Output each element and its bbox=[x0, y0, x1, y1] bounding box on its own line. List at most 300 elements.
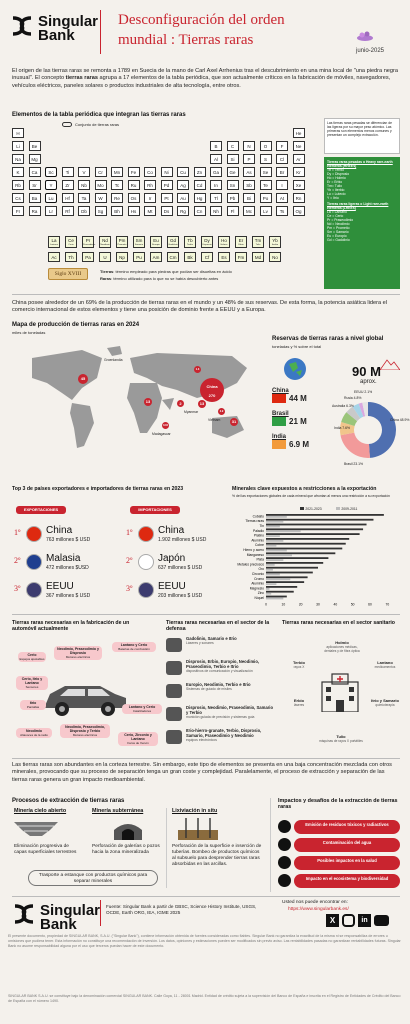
instagram-icon[interactable] bbox=[342, 914, 355, 927]
periodic-table bbox=[12, 128, 322, 278]
category-label: Cromo bbox=[254, 576, 264, 581]
tree-icon bbox=[278, 874, 291, 887]
element-o[interactable]: O bbox=[260, 141, 272, 151]
importers-row bbox=[124, 578, 234, 604]
element-n[interactable]: N bbox=[243, 141, 255, 151]
health-label bbox=[284, 660, 314, 669]
process-vline-2 bbox=[270, 798, 271, 892]
element-mt[interactable]: Mt bbox=[144, 206, 156, 216]
element-cn[interactable]: Cn bbox=[194, 206, 206, 216]
periodic-note: Las tierras raras pesadas se diferencian de las ligeras por su mayor peso atómico. Las primeras son elementos menos comunes y presentan un complejo extracción. bbox=[324, 118, 400, 154]
flag-icon bbox=[26, 582, 42, 598]
element-ni[interactable]: Ni bbox=[161, 167, 173, 177]
bar-past bbox=[266, 588, 269, 590]
reserve-row bbox=[272, 434, 332, 449]
flag-icon bbox=[138, 554, 154, 570]
element-rf[interactable]: Rf bbox=[62, 206, 74, 216]
auto-part-use: Pantallas bbox=[26, 705, 40, 709]
element-os[interactable]: Os bbox=[128, 193, 140, 203]
bubble-russia[interactable]: 1.3 bbox=[195, 368, 200, 371]
reserve-value: 6.9 M bbox=[289, 440, 310, 449]
element-in[interactable]: In bbox=[210, 180, 222, 190]
x-tick-label: 60 bbox=[368, 602, 372, 607]
element-ir[interactable]: Ir bbox=[144, 193, 156, 203]
element-cu[interactable]: Cu bbox=[177, 167, 189, 177]
element-es[interactable]: Es bbox=[218, 252, 230, 262]
bubble-usa[interactable]: 45 bbox=[78, 374, 88, 384]
element-name-pr: Praseodimio bbox=[83, 244, 96, 246]
element-ho[interactable]: Ho Holmio bbox=[218, 236, 230, 248]
element-pb[interactable]: Pb bbox=[227, 193, 239, 203]
impacts-title: Impactos y desafíos de la extracción de tierras raras bbox=[278, 798, 398, 810]
element-w[interactable]: W bbox=[95, 193, 107, 203]
bar-past bbox=[266, 521, 283, 523]
element-lr[interactable]: Lr bbox=[45, 206, 57, 216]
element-cl[interactable]: Cl bbox=[276, 154, 288, 164]
defense-use: munición guiada de precisión y sistemas guía bbox=[186, 715, 255, 719]
element-pu[interactable]: Pu bbox=[133, 252, 145, 262]
health-element: Lantano bbox=[377, 660, 393, 665]
bar-past bbox=[266, 569, 273, 571]
reserve-row bbox=[272, 411, 332, 426]
element-ne[interactable]: Ne bbox=[293, 141, 305, 151]
element-cf[interactable]: Cf bbox=[201, 252, 213, 262]
element-k[interactable]: K bbox=[12, 167, 24, 177]
auto-part-elements: Cerio, Itrio y Lantano bbox=[21, 677, 43, 685]
divider-3 bbox=[12, 758, 400, 759]
health-element: Itrio y Samario bbox=[371, 698, 399, 703]
donut-label: EEUU 2.1% bbox=[354, 390, 373, 394]
country-name: Japón bbox=[158, 553, 186, 564]
x-icon[interactable]: X bbox=[326, 914, 339, 927]
element-sc[interactable]: Sc bbox=[45, 167, 57, 177]
bar-recent bbox=[266, 596, 287, 598]
element-ta[interactable]: Ta bbox=[78, 193, 90, 203]
element-sr[interactable]: Sr bbox=[29, 180, 41, 190]
category-label: Magnesio bbox=[249, 586, 264, 591]
flag-icon bbox=[26, 554, 42, 570]
auto-part-label bbox=[20, 700, 46, 710]
element-li[interactable]: Li bbox=[12, 141, 24, 151]
element-ar[interactable]: Ar bbox=[293, 154, 305, 164]
element-pt[interactable]: Pt bbox=[161, 193, 173, 203]
element-mo[interactable]: Mo bbox=[95, 180, 107, 190]
flower-icon bbox=[356, 30, 374, 42]
element-ra[interactable]: Ra bbox=[29, 206, 41, 216]
element-sm[interactable]: Sm Samario bbox=[134, 238, 144, 246]
processes-title: Procesos de extracción de tierras raras bbox=[12, 798, 125, 804]
legal-text-1: El presente documento, propiedad de SINGULAR BANK, S.A.U. ("Singular Bank"), contiene información obtenida de fuentes consideradas como fiables. Singular Bank no garantiza la exactitud de la misma ni se responsabiliza de errores u omisiones que pudiera tener. Esta información no constituye una recomendación de inversión. Los datos, opiniones y estimaciones pueden ser modificados sin previo aviso. Las rentabilidades pasadas no garantizan rentabilidades futuras. Singular Bank no asume responsabilidad alguna por el uso que terceros puedan hacer de este documento. bbox=[8, 934, 401, 948]
light-item: Pr = Praseodimio bbox=[327, 218, 354, 222]
element-cr[interactable]: Cr bbox=[95, 167, 107, 177]
element-cm[interactable]: Cm bbox=[167, 252, 179, 262]
element-ag[interactable]: Ag bbox=[177, 180, 189, 190]
element-lv[interactable]: Lv bbox=[260, 206, 272, 216]
element-dy[interactable]: Dy Disprosio bbox=[202, 238, 212, 246]
auto-part-use: Catalizadores bbox=[132, 709, 152, 713]
element-f[interactable]: F bbox=[276, 141, 288, 151]
element-no[interactable]: No bbox=[269, 252, 281, 262]
element-ga[interactable]: Ga bbox=[210, 167, 222, 177]
exporters-list bbox=[12, 522, 122, 612]
reserve-line bbox=[272, 394, 332, 403]
reserve-line bbox=[272, 440, 332, 449]
category-label: Zinc bbox=[257, 591, 264, 596]
bubble-nigeria[interactable]: 13 bbox=[145, 399, 151, 404]
light-item: Eu = Europio bbox=[327, 234, 347, 238]
element-pa[interactable]: Pa bbox=[82, 252, 94, 262]
underground-icon bbox=[112, 818, 144, 840]
flag-icon bbox=[138, 526, 154, 542]
element-hf[interactable]: Hf bbox=[62, 193, 74, 203]
element-name-nd: Neodimio bbox=[100, 244, 110, 246]
heavy-item: Tm= Tulio bbox=[327, 184, 342, 188]
element-md[interactable]: Md bbox=[252, 252, 264, 262]
extraction-intro: Las tierras raras son abundantes en la corteza terrestre. Sin embargo, este tipo de elementos se presenta en una baja concentración mezclada con otros minerales, provocando que su proceso de separación tenga un gran coste y complejidad. Paralelamente, el proceso de extracción y separación de las tierras raras genera un gran impacto medioambiental. bbox=[12, 762, 392, 783]
element-rh[interactable]: Rh bbox=[144, 180, 156, 190]
element-eu[interactable]: Eu Europio bbox=[150, 236, 162, 248]
defense-use: Sistemas de guiado de misiles bbox=[186, 687, 232, 691]
element-nd[interactable]: Nd Neodimio bbox=[100, 238, 110, 246]
bar-past bbox=[266, 578, 290, 580]
element-am[interactable]: Am bbox=[150, 252, 162, 262]
rare-earth-list bbox=[324, 157, 400, 289]
category-label: Platino bbox=[253, 533, 264, 538]
x-tick-label: 10 bbox=[281, 602, 286, 607]
element-zn[interactable]: Zn bbox=[194, 167, 206, 177]
reserves-total: 90 M bbox=[352, 364, 381, 379]
open-pit-title: Minería cielo abierto bbox=[14, 808, 67, 814]
bar-recent bbox=[266, 528, 363, 530]
bubble-india[interactable]: 2 bbox=[177, 400, 184, 407]
element-fm[interactable]: Fm bbox=[235, 252, 247, 262]
element-zr[interactable]: Zr bbox=[62, 180, 74, 190]
leach-text: Perforación de la superficie e inserción de tuberías. Bombeo de productos químicos al subsuelo para desprender tierras raras absorbidas en las arcillas. bbox=[172, 844, 262, 867]
element-bi[interactable]: Bi bbox=[243, 193, 255, 203]
element-br[interactable]: Br bbox=[276, 167, 288, 177]
health-element: Erbio bbox=[293, 698, 305, 703]
map-subtitle: miles de toneladas bbox=[12, 330, 46, 335]
bubble-australia[interactable]: 31 bbox=[231, 419, 237, 424]
element-c[interactable]: C bbox=[227, 141, 239, 151]
defense-item bbox=[166, 636, 276, 658]
reserve-country: Brasil bbox=[272, 411, 289, 417]
importers-list bbox=[124, 522, 234, 612]
element-mc[interactable]: Mc bbox=[243, 206, 255, 216]
category-label: Cobre bbox=[255, 543, 264, 548]
bar-past bbox=[266, 554, 292, 556]
element-fe[interactable]: Fe bbox=[128, 167, 140, 177]
imp-label: IMPORTACIONES bbox=[130, 506, 180, 514]
page-title-line2: mundial : Tierras raras bbox=[118, 32, 254, 48]
element-te[interactable]: Te bbox=[260, 180, 272, 190]
element-re[interactable]: Re bbox=[111, 193, 123, 203]
bar-recent bbox=[266, 581, 304, 583]
bubble-china-label: China bbox=[206, 384, 218, 389]
element-p[interactable]: P bbox=[243, 154, 255, 164]
bar-recent bbox=[266, 548, 342, 550]
footer-logo-icon bbox=[12, 902, 36, 926]
transport-note bbox=[28, 870, 158, 886]
auto-part-label bbox=[122, 704, 162, 714]
flag-icon bbox=[272, 417, 286, 426]
label-myanmar: Myanmar bbox=[184, 410, 199, 414]
trade-value: 637 millones $ USD bbox=[158, 565, 203, 571]
element-pr[interactable]: Pr Praseodimio bbox=[83, 238, 96, 246]
element-fr[interactable]: Fr bbox=[12, 206, 24, 216]
defense-item bbox=[166, 659, 276, 681]
element-tb[interactable]: Tb Terbio bbox=[184, 236, 196, 248]
element-fl[interactable]: Fl bbox=[227, 206, 239, 216]
reserve-country: China bbox=[272, 388, 289, 394]
heavy-list bbox=[327, 168, 397, 200]
bubble-myanmar[interactable]: 13 bbox=[199, 401, 205, 406]
open-pit-icon bbox=[14, 818, 58, 842]
top3-title: Top 3 de países exportadores e importadores de tierras raras en 2023 bbox=[12, 486, 184, 492]
element-mn[interactable]: Mn bbox=[111, 167, 123, 177]
element-co[interactable]: Co bbox=[144, 167, 156, 177]
element-al[interactable]: Al bbox=[210, 154, 222, 164]
category-label: Circonio bbox=[251, 572, 264, 576]
underground-text: Perforación de galerías o pozos hacia la zona mineralizada bbox=[92, 844, 160, 855]
element-ts[interactable]: Ts bbox=[276, 206, 288, 216]
bar-past bbox=[266, 550, 287, 552]
heavy-item: Y = Itrio bbox=[327, 196, 339, 200]
category-label: Manganeso bbox=[246, 552, 264, 557]
element-ru[interactable]: Ru bbox=[128, 180, 140, 190]
auto-part-elements: Neodimio, Praseodimio y Disprosio bbox=[57, 647, 99, 655]
element-name-la: Lantano bbox=[50, 244, 58, 246]
category-label: Oro bbox=[258, 567, 264, 572]
health-use: láseres bbox=[293, 703, 305, 707]
heavy-item: Er = Erbio bbox=[327, 180, 343, 184]
trade-value: 203 millones $ USD bbox=[158, 593, 203, 599]
category-label: Cobalto bbox=[252, 514, 264, 519]
element-gd[interactable]: Gd Gadolinio bbox=[168, 238, 178, 246]
defense-icon bbox=[166, 661, 182, 675]
element-he[interactable]: He bbox=[293, 128, 305, 138]
auto-part-label bbox=[16, 676, 48, 690]
bubble-thailand[interactable]: 2.9 bbox=[219, 410, 224, 413]
donut-label: Australia 6.3% bbox=[332, 404, 354, 408]
bubble-madagascar[interactable]: 0.04 bbox=[163, 424, 168, 427]
element-au[interactable]: Au bbox=[177, 193, 189, 203]
divider-2 bbox=[12, 614, 400, 615]
water-icon bbox=[278, 838, 291, 851]
element-pd[interactable]: Pd bbox=[161, 180, 173, 190]
bar-past bbox=[266, 593, 271, 595]
element-at[interactable]: At bbox=[276, 193, 288, 203]
auto-part-elements: Lantano y Cerio bbox=[128, 705, 156, 709]
element-tm[interactable]: Tm Tulio bbox=[252, 236, 264, 248]
element-np[interactable]: Np bbox=[116, 252, 128, 262]
bar-recent bbox=[266, 572, 313, 574]
label-madagascar: Madagascar bbox=[152, 432, 171, 436]
light-title: Tierras raras ligeras o Light rare-earth elements (LREEs) bbox=[327, 202, 389, 210]
element-bh[interactable]: Bh bbox=[111, 206, 123, 216]
bar-recent bbox=[266, 562, 323, 564]
x-tick-label: 0 bbox=[265, 602, 267, 607]
element-i[interactable]: I bbox=[276, 180, 288, 190]
element-ba[interactable]: Ba bbox=[29, 193, 41, 203]
defense-icon bbox=[166, 707, 182, 721]
auto-part-use: Baterías de combustión bbox=[118, 647, 150, 651]
light-item: Sm = Samario bbox=[327, 230, 349, 234]
siglo-scroll bbox=[48, 268, 88, 280]
def-tierras: Tierras: término empleado para piedras que podían ser disueltas en ácido bbox=[100, 269, 232, 274]
health-label bbox=[320, 640, 364, 653]
element-rb[interactable]: Rb bbox=[12, 180, 24, 190]
health-label bbox=[370, 698, 400, 707]
element-ce[interactable]: Ce Cerio bbox=[65, 236, 77, 248]
element-s[interactable]: S bbox=[260, 154, 272, 164]
legend-2009-swatch bbox=[336, 507, 340, 510]
light-item: La = Lantano bbox=[327, 210, 347, 214]
legend-pill-icon bbox=[62, 122, 72, 127]
impact-item: Contaminación del agua bbox=[294, 838, 400, 852]
element-tl[interactable]: Tl bbox=[210, 193, 222, 203]
auto-pills bbox=[12, 636, 162, 756]
element-ds[interactable]: Ds bbox=[161, 206, 173, 216]
impact-item: Posibles impactos en la salud bbox=[294, 856, 400, 870]
element-la[interactable]: La Lantano bbox=[48, 236, 60, 248]
youtube-icon[interactable] bbox=[374, 915, 389, 926]
element-sb[interactable]: Sb bbox=[243, 180, 255, 190]
element-y[interactable]: Y bbox=[45, 180, 57, 190]
defense-list bbox=[166, 636, 276, 756]
reserves-total-sub: aprox. bbox=[360, 379, 377, 385]
element-name-eu: Europio bbox=[152, 244, 160, 246]
radiation-icon bbox=[278, 820, 291, 833]
element-hg[interactable]: Hg bbox=[194, 193, 206, 203]
auto-part-use: Motores eléctricos bbox=[72, 733, 98, 737]
defense-item bbox=[166, 682, 276, 704]
light-item: Pm = Prometio bbox=[327, 226, 350, 230]
siglo-label: Siglo XVIII bbox=[54, 271, 82, 277]
element-xe[interactable]: Xe bbox=[293, 180, 305, 190]
defense-elements: Disprosio, Erbio, Europio, Neodimio, Praseodimio, Terbio e Itrio bbox=[186, 659, 260, 669]
element-nh[interactable]: Nh bbox=[210, 206, 222, 216]
element-be[interactable]: Be bbox=[29, 141, 41, 151]
exporters-row bbox=[12, 522, 122, 548]
bar-past bbox=[266, 583, 276, 585]
element-as[interactable]: As bbox=[243, 167, 255, 177]
element-er[interactable]: Er Erbio bbox=[235, 236, 247, 248]
footer-find: Usted nos puede encontrar en: bbox=[282, 900, 348, 905]
element-rn[interactable]: Rn bbox=[293, 193, 305, 203]
element-rg[interactable]: Rg bbox=[177, 206, 189, 216]
reserve-line bbox=[272, 417, 332, 426]
element-yb[interactable]: Yb Iterbio bbox=[269, 236, 281, 248]
category-label: Plata bbox=[256, 557, 264, 562]
light-list bbox=[327, 210, 397, 242]
element-cs[interactable]: Cs bbox=[12, 193, 24, 203]
element-po[interactable]: Po bbox=[260, 193, 272, 203]
element-si[interactable]: Si bbox=[227, 154, 239, 164]
element-db[interactable]: Db bbox=[78, 206, 90, 216]
impact-item: Impacto en el ecosistema y biodiversidad bbox=[294, 874, 400, 888]
label-vietnam: Vietnam bbox=[208, 418, 221, 422]
element-hs[interactable]: Hs bbox=[128, 206, 140, 216]
element-ge[interactable]: Ge bbox=[227, 167, 239, 177]
element-se[interactable]: Se bbox=[260, 167, 272, 177]
bubble-china-value: 270 bbox=[208, 393, 216, 398]
category-label: Metales preciosos bbox=[237, 562, 264, 567]
element-pm[interactable]: Pm Prometio bbox=[117, 238, 127, 246]
exp-label: EXPORTACIONES bbox=[16, 506, 66, 514]
element-u[interactable]: U bbox=[99, 252, 111, 262]
bar-recent bbox=[266, 576, 308, 578]
element-v[interactable]: V bbox=[78, 167, 90, 177]
rank-label: 2º bbox=[126, 556, 133, 565]
heavy-item: Ho = Holmio bbox=[327, 176, 346, 180]
defense-use: Láseres y sonares bbox=[186, 641, 214, 645]
x-tick-label: 20 bbox=[298, 602, 303, 607]
auto-part-elements: Cerio, Zirconio y Lantano bbox=[124, 733, 152, 741]
element-na[interactable]: Na bbox=[12, 154, 24, 164]
x-tick-label: 30 bbox=[316, 602, 320, 607]
element-th[interactable]: Th bbox=[65, 252, 77, 262]
bar-recent bbox=[266, 538, 349, 540]
element-bk[interactable]: Bk bbox=[184, 252, 196, 262]
element-tc[interactable]: Tc bbox=[111, 180, 123, 190]
element-lu[interactable]: Lu bbox=[45, 193, 57, 203]
legend-2021-swatch bbox=[300, 507, 304, 510]
label-groenlandia: Groenlandia bbox=[104, 358, 123, 362]
element-mg[interactable]: Mg bbox=[29, 154, 41, 164]
element-sn[interactable]: Sn bbox=[227, 180, 239, 190]
element-ac[interactable]: Ac bbox=[48, 252, 60, 262]
country-name: China bbox=[158, 525, 185, 536]
auto-part-elements: Neodimio bbox=[26, 729, 42, 733]
flag-icon bbox=[138, 582, 154, 598]
bar-recent bbox=[266, 533, 360, 535]
reserves-list bbox=[272, 388, 332, 458]
china-intro: China posee alrededor de un 69% de la producción de tierras raras en el mundo y un 48% de sus reservas. De esta forma, la potencia asiática lidera el comercio internacional de estos elementos y tiene una posición de dominio frente a EEUU y a Europa. bbox=[12, 300, 387, 314]
element-sg[interactable]: Sg bbox=[95, 206, 107, 216]
element-ti[interactable]: Ti bbox=[62, 167, 74, 177]
divider-4 bbox=[12, 896, 400, 897]
health-use: rayos X bbox=[293, 665, 305, 669]
element-h[interactable]: H bbox=[12, 128, 24, 138]
bubble-china[interactable] bbox=[200, 378, 224, 402]
element-name-er: Erbio bbox=[238, 244, 244, 246]
defense-elements: Europio, Neodimio, Terbio e Itrio bbox=[186, 682, 251, 687]
element-cd[interactable]: Cd bbox=[194, 180, 206, 190]
auto-part-elements: Neodimio, Praseodimio, Disprosio y Terbio bbox=[65, 725, 105, 733]
defense-item bbox=[166, 728, 276, 750]
flag-icon bbox=[272, 394, 286, 403]
underground-title: Minería subterránea bbox=[92, 808, 144, 814]
linkedin-icon[interactable]: in bbox=[358, 914, 371, 927]
bar-past bbox=[266, 530, 301, 532]
element-nb[interactable]: Nb bbox=[78, 180, 90, 190]
social-icons bbox=[326, 914, 400, 928]
reserve-value: 44 M bbox=[289, 394, 307, 403]
element-b[interactable]: B bbox=[210, 141, 222, 151]
element-og[interactable]: Og bbox=[293, 206, 305, 216]
element-ca[interactable]: Ca bbox=[29, 167, 41, 177]
light-item: Nd = Neodimio bbox=[327, 222, 350, 226]
element-kr[interactable]: Kr bbox=[293, 167, 305, 177]
health-label bbox=[370, 660, 400, 669]
rank-label: 2º bbox=[14, 556, 21, 565]
bar-past bbox=[266, 516, 287, 518]
health-label bbox=[284, 698, 314, 707]
footer-url[interactable]: https://www.singularbank.es/ bbox=[288, 907, 349, 912]
minerals-title: Minerales clave expuestos a restricciones a la exportación bbox=[232, 486, 377, 492]
defense-icon bbox=[166, 730, 182, 744]
